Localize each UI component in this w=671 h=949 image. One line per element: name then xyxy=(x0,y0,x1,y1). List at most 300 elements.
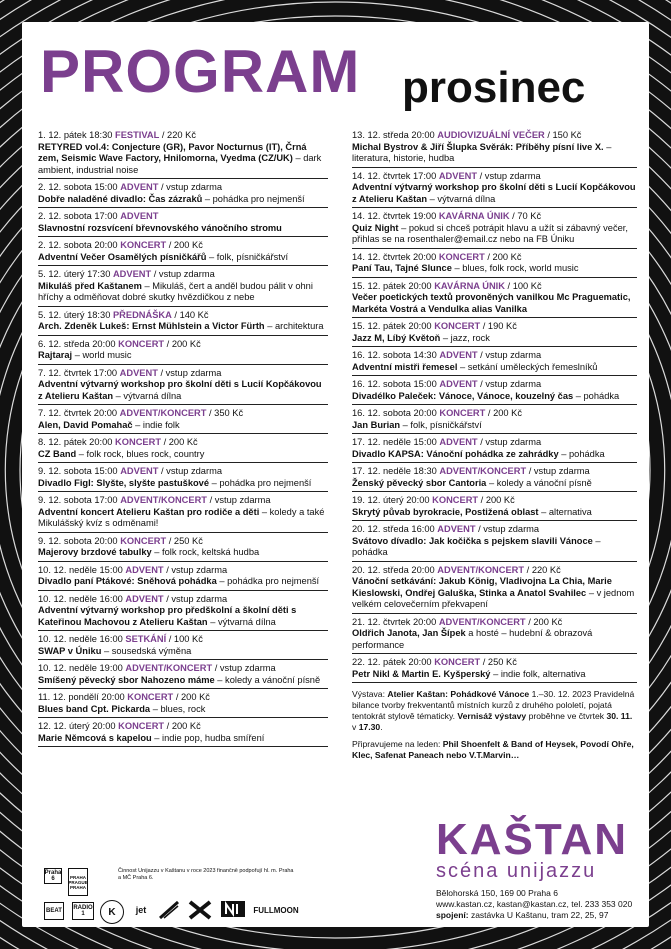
event-desc: – folk rock, keltská hudba xyxy=(151,547,260,557)
event-item xyxy=(352,521,637,562)
event-price: / 140 Kč xyxy=(171,309,209,320)
event-tag: ADVENT xyxy=(439,437,478,447)
event-tag: KONCERT xyxy=(120,240,167,250)
event-name: Adventní Večer Osamělých písničkářů xyxy=(38,251,207,262)
event-header xyxy=(352,321,637,333)
event-date: 11. 12. pondělí 20:00 xyxy=(38,692,128,702)
event-desc: – indie pop, hudba smíření xyxy=(151,732,265,743)
event-tag: KONCERT xyxy=(439,408,486,418)
event-price: / vstup zdarma xyxy=(157,367,222,378)
event-tag: KONCERT xyxy=(118,721,165,731)
address: Bělohorská 150, 169 00 Praha 6 xyxy=(436,888,558,898)
event-item xyxy=(352,347,637,376)
event-desc: – sousedská výměna xyxy=(101,645,192,656)
event-name: Blues band Cpt. Pickarda xyxy=(38,703,151,714)
transport-label: spojení: xyxy=(436,910,469,920)
event-body xyxy=(352,449,637,461)
event-desc: – world music xyxy=(72,350,132,360)
event-tag: ADVENT/KONCERT xyxy=(439,466,527,476)
event-header xyxy=(38,437,328,449)
event-name: Jazz M, Líbý Květoň xyxy=(352,332,441,343)
event-price: / 200 Kč xyxy=(485,408,523,418)
event-date: 12. 12. úterý 20:00 xyxy=(38,721,119,731)
program-sheet xyxy=(22,22,649,927)
event-header xyxy=(352,252,637,264)
event-date: 14. 12. čtvrtek 20:00 xyxy=(352,251,439,262)
event-price: / 200 Kč xyxy=(478,495,515,505)
event-desc: – pohádka pro nejmenší xyxy=(216,576,320,586)
event-price: / 200 Kč xyxy=(484,251,522,262)
event-body xyxy=(352,292,637,315)
event-tag: ADVENT xyxy=(439,350,478,360)
exhibition-name: Atelier Kaštan: Pohádkové Vánoce xyxy=(387,689,530,699)
event-price: / vstup zdarma xyxy=(158,466,222,476)
event-price: / 100 Kč xyxy=(166,634,203,644)
event-desc: – dark ambient, industrial noise xyxy=(38,153,322,175)
event-name: Slavnostní rozsvícení břevnovského vánočního stromu xyxy=(38,222,282,233)
event-desc: – výtvarná dílna xyxy=(113,390,182,401)
event-desc: – indie folk xyxy=(132,419,180,430)
event-body xyxy=(352,669,637,681)
event-desc: – blues, rock xyxy=(150,703,206,714)
event-item xyxy=(352,208,637,249)
event-body xyxy=(38,321,328,333)
event-tag: ADVENT xyxy=(112,269,152,279)
event-item xyxy=(352,376,637,405)
event-date: 16. 12. sobota 14:30 xyxy=(352,350,440,360)
event-name: Petr Nikl & Martin E. Kyšperský xyxy=(352,668,491,679)
event-item xyxy=(38,336,328,365)
event-price: / 150 Kč xyxy=(544,130,582,140)
fullmoon-logo: FULLMOON xyxy=(253,905,299,915)
brand-subtitle: scéna unijazzu xyxy=(436,860,597,882)
event-name: Skrytý půvab byrokracie, Postižená oblast xyxy=(352,506,539,517)
event-header xyxy=(38,130,328,142)
event-header xyxy=(38,721,328,733)
event-date: 17. 12. neděle 15:00 xyxy=(352,437,440,447)
event-tag: KONCERT xyxy=(438,251,485,262)
event-name: Alen, David Pomahač xyxy=(38,419,133,430)
event-item xyxy=(38,127,328,179)
event-desc: – alternativa xyxy=(538,506,592,517)
event-desc: – pohádka xyxy=(558,448,605,459)
event-body xyxy=(352,223,637,246)
event-date: 2. 12. sobota 17:00 xyxy=(38,211,121,221)
event-price: / 100 Kč xyxy=(504,280,542,291)
events-column-right xyxy=(352,127,637,761)
event-body xyxy=(352,333,637,345)
contact-block xyxy=(436,888,632,921)
event-body xyxy=(38,704,328,716)
event-name: Adventní mistři řemesel xyxy=(352,361,458,372)
events-column-left xyxy=(38,127,328,747)
event-body xyxy=(38,449,328,461)
event-name: Rajtaraj xyxy=(38,350,73,360)
event-header xyxy=(38,692,328,704)
event-header xyxy=(352,379,637,391)
event-tag: ADVENT/KONCERT xyxy=(119,408,207,418)
page-title: PROGRAM xyxy=(40,38,361,105)
event-name: Adventní koncert Atelieru Kaštan pro rodiče a děti xyxy=(38,506,260,517)
event-date: 22. 12. pátek 20:00 xyxy=(352,657,435,667)
event-item xyxy=(352,168,637,209)
event-date: 13. 12. středa 20:00 xyxy=(352,130,438,140)
event-price: / vstup zdarma xyxy=(163,593,228,604)
event-tag: ADVENT xyxy=(120,466,159,476)
event-date: 20. 12. středa 20:00 xyxy=(352,564,438,575)
event-date: 15. 12. pátek 20:00 xyxy=(352,280,435,291)
events-list-right xyxy=(352,127,637,683)
event-date: 21. 12. čtvrtek 20:00 xyxy=(352,616,439,627)
event-body xyxy=(38,733,328,745)
event-body xyxy=(352,420,637,432)
event-name: RETYRED vol.4: Conjecture (GR), Pavor Nocturnus (IT), Črná zem, Seismic Wave Factory, Hnilomorna, Vyedma (CZ/UK) xyxy=(38,141,307,163)
event-desc: – literatura, historie, hudba xyxy=(352,141,612,163)
event-item xyxy=(352,249,637,278)
event-name: SWAP v Úniku xyxy=(38,645,102,656)
n-logo xyxy=(220,900,246,920)
event-price: / 220 Kč xyxy=(524,564,561,575)
event-item xyxy=(38,307,328,336)
event-price: / vstup zdarma xyxy=(477,170,541,181)
event-header xyxy=(352,657,637,669)
event-header xyxy=(352,171,637,183)
event-date: 10. 12. neděle 15:00 xyxy=(38,564,126,575)
event-header xyxy=(38,536,328,548)
event-name: Adventní výtvarný workshop pro předškolní a školní děti s Kateřinou Machovou z Atelieru Kaštan xyxy=(38,605,297,627)
event-name: Quiz Night xyxy=(352,222,399,233)
event-desc: – folk, písničkářství xyxy=(206,251,289,262)
event-date: 14. 12. čtvrtek 17:00 xyxy=(352,170,439,181)
event-date: 20. 12. středa 16:00 xyxy=(352,524,438,534)
event-price: / 220 Kč xyxy=(159,130,196,140)
event-body xyxy=(38,350,328,362)
event-date: 1. 12. pátek 18:30 xyxy=(38,130,116,140)
event-header xyxy=(38,408,328,420)
event-desc: – folk, písničkářství xyxy=(400,419,482,430)
event-tag: KONCERT xyxy=(127,692,174,702)
preview-note xyxy=(352,739,637,761)
event-name: CZ Band xyxy=(38,448,77,459)
event-tag: ADVENT/KONCERT xyxy=(125,663,213,673)
event-tag: PŘEDNÁŠKA xyxy=(112,309,172,320)
event-header xyxy=(38,269,328,281)
event-price: / vstup zdarma xyxy=(526,466,590,476)
event-price: / vstup zdarma xyxy=(475,524,540,534)
event-price: / 200 Kč xyxy=(173,692,210,702)
event-header xyxy=(38,594,328,606)
event-tag: ADVENT xyxy=(125,564,164,575)
event-item xyxy=(38,492,328,533)
event-item xyxy=(38,660,328,689)
event-desc: – indie folk, alternativa xyxy=(490,668,586,679)
beat-logo: BEAT xyxy=(44,902,64,920)
vernissage-label: Vernisáž výstavy xyxy=(457,711,527,721)
event-header xyxy=(352,350,637,362)
event-header xyxy=(352,617,637,629)
event-name: Jan Burian xyxy=(352,419,401,430)
event-name: Divadlo paní Ptákové: Sněhová pohádka xyxy=(38,576,217,586)
event-date: 10. 12. neděle 16:00 xyxy=(38,593,126,604)
event-name: Adventní výtvarný workshop pro školní děti s Lucií Kopčákovou z Atelieru Kaštan xyxy=(38,379,322,401)
event-date: 2. 12. sobota 15:00 xyxy=(38,182,121,192)
transport: zastávka U Kaštanu, tram 22, 25, 97 xyxy=(468,910,609,920)
event-body xyxy=(352,391,637,403)
event-price: / vstup zdarma xyxy=(158,182,222,192)
event-item xyxy=(352,463,637,492)
event-item xyxy=(352,318,637,347)
event-body xyxy=(38,420,328,432)
event-price: / 200 Kč xyxy=(161,437,198,447)
event-header xyxy=(352,130,637,142)
event-body xyxy=(352,362,637,374)
event-date: 6. 12. středa 20:00 xyxy=(38,338,119,349)
event-desc: – v jednom velkém celovečerním překvapení xyxy=(352,587,635,609)
event-name: Arch. Zdeněk Lukeš: Ernst Mühlstein a Victor Fürth xyxy=(38,321,265,331)
vernissage-time: 17.30 xyxy=(358,722,381,732)
event-date: 5. 12. úterý 17:30 xyxy=(38,269,113,279)
event-tag: ADVENT xyxy=(119,367,158,378)
kastan-circle-logo: K xyxy=(100,900,124,924)
event-date: 16. 12. sobota 20:00 xyxy=(352,408,440,418)
exhibition-text: Pravidelná bilance tvorby frekventantů místních kurzů z druhého pololetí, pojatá tentokrát stylově tématicky. xyxy=(352,689,635,721)
event-date: 15. 12. pátek 20:00 xyxy=(352,321,435,331)
jet-logo: jet xyxy=(135,905,147,915)
event-date: 2. 12. sobota 20:00 xyxy=(38,240,121,250)
event-name: Marie Němcová s kapelou xyxy=(38,732,152,743)
event-item xyxy=(38,689,328,718)
event-tag: ADVENT/KONCERT xyxy=(437,564,525,575)
event-desc: – koledy a vánoční písně xyxy=(214,674,321,685)
event-body xyxy=(352,478,637,490)
event-body xyxy=(38,281,328,304)
event-item xyxy=(352,562,637,614)
event-body xyxy=(38,547,328,559)
event-item xyxy=(38,533,328,562)
event-header xyxy=(38,182,328,194)
event-tag: SETKÁNÍ xyxy=(125,634,167,644)
event-body xyxy=(38,675,328,687)
event-desc: – folk rock, blues rock, country xyxy=(76,448,205,459)
event-name: Adventní výtvarný workshop pro školní děti s Lucií Kopčákovou z Atelieru Kaštan xyxy=(352,182,636,204)
event-header xyxy=(352,211,637,223)
event-tag: ADVENT xyxy=(438,170,478,181)
event-item xyxy=(38,365,328,406)
event-date: 8. 12. pátek 20:00 xyxy=(38,437,116,447)
event-item xyxy=(38,631,328,660)
event-item xyxy=(38,591,328,632)
event-date: 9. 12. sobota 20:00 xyxy=(38,535,121,546)
event-body xyxy=(352,263,637,275)
event-header xyxy=(352,565,637,577)
event-item xyxy=(352,127,637,168)
event-header xyxy=(38,663,328,675)
event-desc: – Mikuláš, čert a anděl budou pálit v ohni hříchy a odměňovat dobré skutky hvězdičkou z nebe xyxy=(38,280,313,302)
event-name: Majerovy brzdové tabulky xyxy=(38,547,152,557)
event-body xyxy=(352,507,637,519)
event-desc: – výtvarná dílna xyxy=(207,616,276,627)
event-name: Smíšený pěvecký sbor Nahozeno máme xyxy=(38,674,215,685)
event-body xyxy=(38,507,328,530)
event-price: / vstup zdarma xyxy=(212,663,276,673)
event-item xyxy=(38,266,328,307)
event-date: 7. 12. čtvrtek 20:00 xyxy=(38,408,120,418)
event-tag: ADVENT xyxy=(437,524,476,534)
web-contact: www.kastan.cz, kastan@kastan.cz, tel. 233 353 020 xyxy=(436,899,633,909)
event-header xyxy=(38,565,328,577)
event-tag: KONCERT xyxy=(434,321,481,331)
event-price: / 250 Kč xyxy=(166,535,203,546)
event-item xyxy=(38,208,328,237)
event-item xyxy=(38,463,328,492)
event-price: / 250 Kč xyxy=(480,657,517,667)
event-tag: ADVENT/KONCERT xyxy=(438,616,526,627)
event-tag: KONCERT xyxy=(432,495,479,505)
cross-logo xyxy=(188,900,212,920)
event-header xyxy=(38,310,328,322)
event-date: 14. 12. čtvrtek 19:00 xyxy=(352,211,439,221)
event-date: 10. 12. neděle 16:00 xyxy=(38,634,126,644)
event-desc: – pokud si chceš potrápit hlavu a užít si zábavný večer, přihlas se na rosenthaler@email.cz nebo na FB Úniku xyxy=(352,222,628,244)
preview-label: Připravujeme na leden: xyxy=(352,739,443,749)
event-item xyxy=(352,492,637,521)
event-name: Dobře naladěné divadlo: Čas zázraků xyxy=(38,193,203,204)
event-item xyxy=(352,405,637,434)
event-body xyxy=(352,182,637,205)
event-price: / vstup zdarma xyxy=(151,269,215,279)
brand-name: KAŠTAN xyxy=(436,815,629,864)
event-name: Oldřich Janota, Jan Šípek xyxy=(352,628,466,638)
event-date: 5. 12. úterý 18:30 xyxy=(38,309,113,320)
event-date: 17. 12. neděle 18:30 xyxy=(352,466,440,476)
event-body xyxy=(352,628,637,651)
brand-block xyxy=(436,815,629,883)
event-body xyxy=(38,379,328,402)
event-price: / 190 Kč xyxy=(480,321,517,331)
event-tag: ADVENT xyxy=(120,211,159,221)
event-tag: ADVENT xyxy=(125,593,164,604)
event-desc: – setkání uměleckých řemeslníků xyxy=(457,361,598,372)
vernissage-text: proběhne ve čtvrtek xyxy=(526,711,607,721)
event-desc: a hosté – hudební & obrazová performance xyxy=(352,628,593,650)
event-tag: KONCERT xyxy=(115,437,161,447)
event-price: / vstup zdarma xyxy=(477,379,542,389)
event-price: / vstup zdarma xyxy=(206,495,271,505)
event-header xyxy=(38,495,328,507)
event-header xyxy=(352,408,637,420)
praha-logo: PRAHA PRAGUE PRAHA xyxy=(68,868,88,896)
event-header xyxy=(38,240,328,252)
exhibition-dates: 1.–30. 12. 2023 xyxy=(529,689,592,699)
event-header xyxy=(38,466,328,478)
event-item xyxy=(352,278,637,319)
month-title: prosinec xyxy=(402,63,586,112)
event-body xyxy=(38,142,328,177)
event-item xyxy=(38,718,328,747)
event-header xyxy=(38,339,328,351)
event-date: 16. 12. sobota 15:00 xyxy=(352,379,440,389)
event-date: 7. 12. čtvrtek 17:00 xyxy=(38,367,120,378)
event-item xyxy=(38,237,328,266)
event-tag: KAVÁRNA ÚNIK xyxy=(434,280,505,291)
event-body xyxy=(38,252,328,264)
event-item xyxy=(38,405,328,434)
event-item xyxy=(352,654,637,683)
event-item xyxy=(352,434,637,463)
event-body xyxy=(38,478,328,490)
event-desc: – pohádka pro nejmenší xyxy=(209,477,312,488)
event-name: Paní Tau, Tajné Slunce xyxy=(352,263,452,273)
event-desc: – pohádka xyxy=(352,535,601,557)
event-header xyxy=(38,211,328,223)
event-name: Divadlo KAPSA: Vánoční pohádka ze zahrádky xyxy=(352,448,559,459)
radio-wave-logo xyxy=(158,900,180,920)
event-body xyxy=(352,536,637,559)
event-price: / 70 Kč xyxy=(509,211,542,221)
event-tag: KONCERT xyxy=(120,535,167,546)
vernissage-date: 30. 11. xyxy=(606,711,633,721)
event-body xyxy=(352,142,637,165)
event-tag: ADVENT xyxy=(120,182,159,192)
event-name: Vánoční setkávání: Jakub König, Vladivojna La Chia, Marie Kieslowski, Ondřej Galuška, Stinka a Anatol Svahilec xyxy=(352,576,612,598)
event-header xyxy=(352,524,637,536)
event-tag: KAVÁRNA ÚNIK xyxy=(438,211,510,221)
event-date: 9. 12. sobota 17:00 xyxy=(38,495,121,505)
sponsors-note: Činnost Unijazzu v Kaštanu v roce 2023 finančně podpořují hl. m. Praha a MČ Praha 6. xyxy=(118,868,294,881)
exhibition-note xyxy=(352,689,637,733)
event-header xyxy=(38,368,328,380)
event-name: Mikuláš před Kaštanem xyxy=(38,280,142,291)
event-price: / vstup zdarma xyxy=(163,564,228,575)
sponsors-area xyxy=(44,868,414,928)
event-body xyxy=(38,576,328,588)
praha6-logo: Praha 6 xyxy=(44,870,62,882)
event-price: / vstup zdarma xyxy=(477,437,542,447)
event-tag: ADVENT xyxy=(439,379,478,389)
event-header xyxy=(38,634,328,646)
event-desc: – pohádka pro nejmenší xyxy=(202,193,305,204)
event-body xyxy=(38,646,328,658)
event-item xyxy=(38,179,328,208)
event-tag: KONCERT xyxy=(118,338,165,349)
event-name: Svátovo dívadlo: Jak kočička s pejskem slavili Vánoce xyxy=(352,535,593,546)
vernissage-at: v xyxy=(352,722,359,732)
event-desc: – výtvarná dílna xyxy=(427,193,496,204)
preview-names: Phil Shoenfelt & Band of Heysek, Povodí Ohře, Klec, Safenat Paneach nebo V.T.Marvin… xyxy=(352,739,634,760)
event-header xyxy=(352,437,637,449)
event-tag: FESTIVAL xyxy=(115,130,160,140)
event-header xyxy=(352,495,637,507)
event-price: / 200 Kč xyxy=(164,338,201,349)
event-date: 9. 12. sobota 15:00 xyxy=(38,466,121,476)
event-body xyxy=(38,194,328,206)
event-desc: – pohádka xyxy=(573,390,620,401)
event-desc: – blues, folk rock, world music xyxy=(451,263,579,273)
event-name: Ženský pěvecký sbor Cantoria xyxy=(352,477,487,488)
event-body xyxy=(352,576,637,611)
event-name: Divadlo Figl: Slyšte, slyšte pastuškové xyxy=(38,477,210,488)
event-name: Divadélko Paleček: Vánoce, Vánoce, kouzelný čas xyxy=(352,390,574,401)
event-body xyxy=(38,605,328,628)
event-name: Michal Bystrov & Jiří Šlupka Svěrák: Příběhy písní live X. xyxy=(352,141,604,152)
event-price: / 200 Kč xyxy=(166,240,203,250)
event-date: 19. 12. úterý 20:00 xyxy=(352,495,433,505)
event-header xyxy=(352,466,637,478)
event-price: / 350 Kč xyxy=(206,408,244,418)
exhibition-label: Výstava: xyxy=(352,689,388,699)
event-desc: – jazz, rock xyxy=(440,332,490,343)
event-item xyxy=(38,562,328,591)
